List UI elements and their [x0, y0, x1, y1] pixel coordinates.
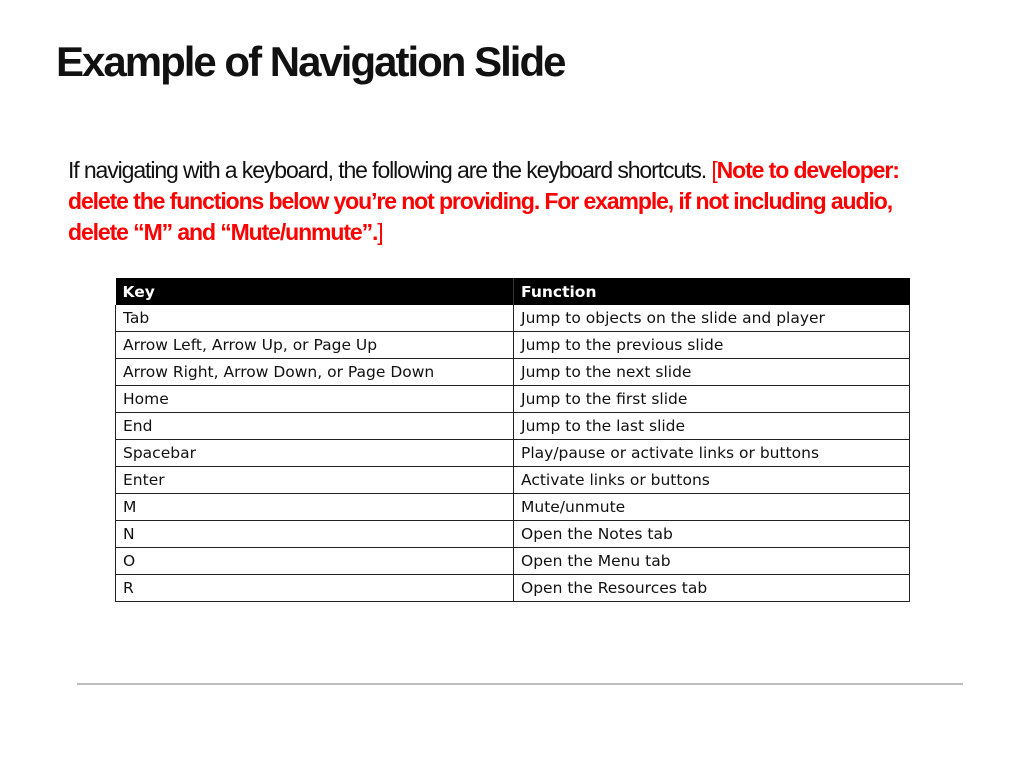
key-cell: Enter: [116, 467, 514, 494]
table-row: [116, 467, 910, 494]
slide-title: Example of Navigation Slide: [56, 38, 565, 85]
table-row: [116, 440, 910, 467]
table-row: [116, 548, 910, 575]
function-cell: Jump to the first slide: [514, 386, 910, 413]
key-cell: R: [116, 575, 514, 602]
table-row: [116, 494, 910, 521]
function-cell: Jump to the last slide: [514, 413, 910, 440]
footer-divider: [77, 683, 963, 685]
key-cell: Arrow Left, Arrow Up, or Page Up: [116, 332, 514, 359]
function-cell: Jump to objects on the slide and player: [514, 305, 910, 332]
table-row: [116, 305, 910, 332]
function-cell: Play/pause or activate links or buttons: [514, 440, 910, 467]
table-row: [116, 359, 910, 386]
function-cell: Activate links or buttons: [514, 467, 910, 494]
key-cell: M: [116, 494, 514, 521]
key-cell: Home: [116, 386, 514, 413]
table-row: [116, 521, 910, 548]
header-key: Key: [116, 278, 514, 305]
function-cell: Open the Notes tab: [514, 521, 910, 548]
key-cell: End: [116, 413, 514, 440]
note-text: Note to developer: delete the functions below you’re not providing. For example, if not including audio, delete “M” and “Mute/unmute”.: [68, 157, 899, 245]
function-cell: Open the Resources tab: [514, 575, 910, 602]
note-bracket-open: [: [711, 157, 717, 183]
table-row: [116, 332, 910, 359]
key-cell: Arrow Right, Arrow Down, or Page Down: [116, 359, 514, 386]
key-cell: N: [116, 521, 514, 548]
note-bracket-close: ]: [377, 219, 383, 245]
function-cell: Jump to the next slide: [514, 359, 910, 386]
header-function: Function: [514, 278, 910, 305]
shortcuts-table: [115, 278, 910, 602]
function-cell: Jump to the previous slide: [514, 332, 910, 359]
table-row: [116, 575, 910, 602]
key-cell: O: [116, 548, 514, 575]
intro-text: If navigating with a keyboard, the following are the keyboard shortcuts.: [68, 157, 712, 183]
table-row: [116, 413, 910, 440]
table-row: [116, 386, 910, 413]
function-cell: Open the Menu tab: [514, 548, 910, 575]
table-header-row: [116, 278, 910, 305]
intro-paragraph: [68, 155, 948, 248]
key-cell: Spacebar: [116, 440, 514, 467]
function-cell: Mute/unmute: [514, 494, 910, 521]
key-cell: Tab: [116, 305, 514, 332]
